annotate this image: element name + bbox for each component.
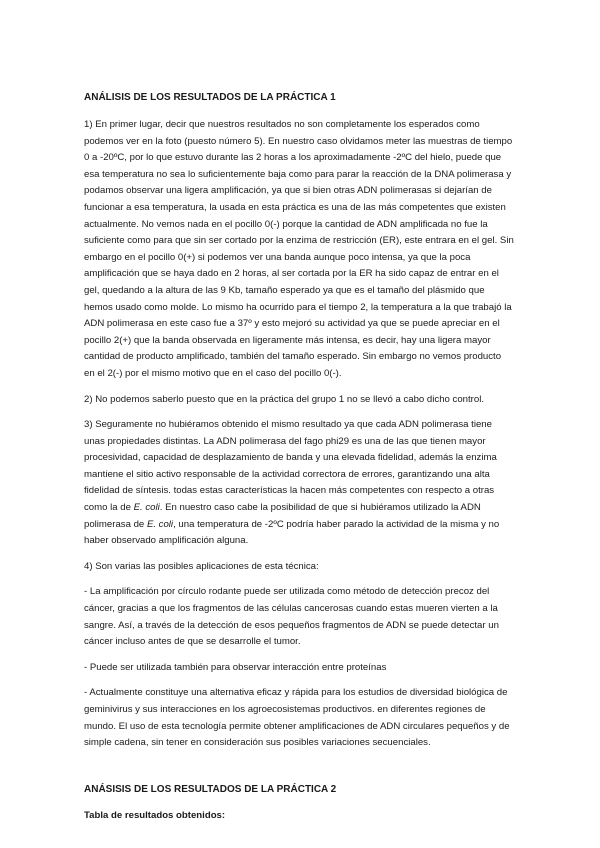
answer-3-text-c: , una temperatura de -2ºC podría haber parado la actividad de la misma y no haber observado amplificación alguna.: [84, 518, 500, 547]
answer-2-paragraph: 2) No podemos saberlo puesto que en la práctica del grupo 1 no se llevó a cabo dicho control.: [84, 393, 484, 405]
answer-3-paragraph: [84, 417, 514, 550]
answer-1-paragraph: 1) En primer lugar, decir que nuestros resultados no son completamente los esperados como podemos ver en la foto (puesto número 5). En nuestro caso olvidamos meter las muestras de tiempo 0 a -20ºC, por lo que estuvo durante las 2 horas a los aproximadamente -2ºC del hielo, puede que esa temperatura no sea lo suficientemente baja como para parar la reacción de la DNA polimerasa y podamos observar una ligera amplificación, ya que si bien otras ADN polimerasas si dejarían de funcionar a esa temperatura, la usada en esta práctica es una de las más competentes que existen actualmente. No vemos nada en el pocillo 0(-) porque la cantidad de ADN amplificada no fue la suficiente como para que sin ser cortado por la enzima de restricción (ER), este entrara en el gel. Sin embargo en el pocillo 0(+) si podemos ver una banda aunque poco intensa, ya que la poca amplificación que se haya dado en 2 horas, al ser cortada por la ER ha sido capaz de entrar en el gel, quedando a la altura de las 9 Kb, tamaño esperado ya que es el tamaño del plásmido que hemos usado como molde. Lo mismo ha ocurrido para el tiempo 2, la temperatura a la que trabajó la ADN polimerasa en este caso fue a 37º y esto mejoró su actividad ya que se puede apreciar en el pocillo 2(+) que la banda observada en ligeramente más intensa, es decir, hay una ligera mayor cantidad de producto amplificado, también del tamaño esperado. Sin embargo no vemos producto en el 2(-) por el mismo motivo que en el caso del pocillo 0(-).: [84, 119, 514, 379]
document-page: [84, 91, 514, 832]
application-item-3: - Actualmente constituye una alternativa eficaz y rápida para los estudios de diversidad biológica de geminivirus y sus interacciones en los agroecosistemas productivos. en diferentes regiones de mundo. El uso de esta tecnología permite obtener amplificaciones de ADN circulares pequeños y de simple cadena, sin tener en consideración sus posibles variaciones secuenciales.: [84, 687, 510, 749]
answer-4-paragraph: 4) Son varias las posibles aplicaciones de esta técnica:: [84, 560, 319, 572]
section-heading-practica-2: ANÁSISIS DE LOS RESULTADOS DE LA PRÁCTICA 2: [84, 783, 337, 795]
answer-3-species-a: E. coli: [133, 502, 160, 514]
section-heading-practica-1: ANÁLISIS DE LOS RESULTADOS DE LA PRÁCTICA 1: [84, 92, 336, 103]
application-item-1: - La amplificación por círculo rodante puede ser utilizada como método de detección precoz del cáncer, gracias a que los fragmentos de las células cancerosas cuando estas mueren vierten a la sangre. Así, a través de la detección de esos pequeños fragmentos de ADN se puede detectar un cáncer incluso antes de que se desarrolle el tumor.: [84, 586, 499, 648]
answer-3-text-a: 3) Seguramente no hubiéramos obtenido el mismo resultado ya que cada ADN polimerasa tiene unas propiedades distintas. La ADN polimerasa del fago phi29 es una de las que tienen mayor procesividad, capacidad de desplazamiento de banda y una elevada fidelidad, además la enzima mantiene el sitio activo responsable de la actividad correctora de errores, garantizando una alta fidelidad de síntesis. todas estas características la hacen más competentes con respecto a otras como la de: [84, 419, 497, 514]
application-item-2: - Puede ser utilizada también para observar interacción entre proteínas: [84, 661, 387, 673]
table-title: Tabla de resultados obtenidos:: [84, 809, 226, 821]
answer-3-text-b: . En nuestro caso cabe la posibilidad de que si hubiéramos utilizado la ADN polimerasa de: [84, 502, 481, 530]
answer-3-species-b: E. coli: [146, 518, 174, 530]
